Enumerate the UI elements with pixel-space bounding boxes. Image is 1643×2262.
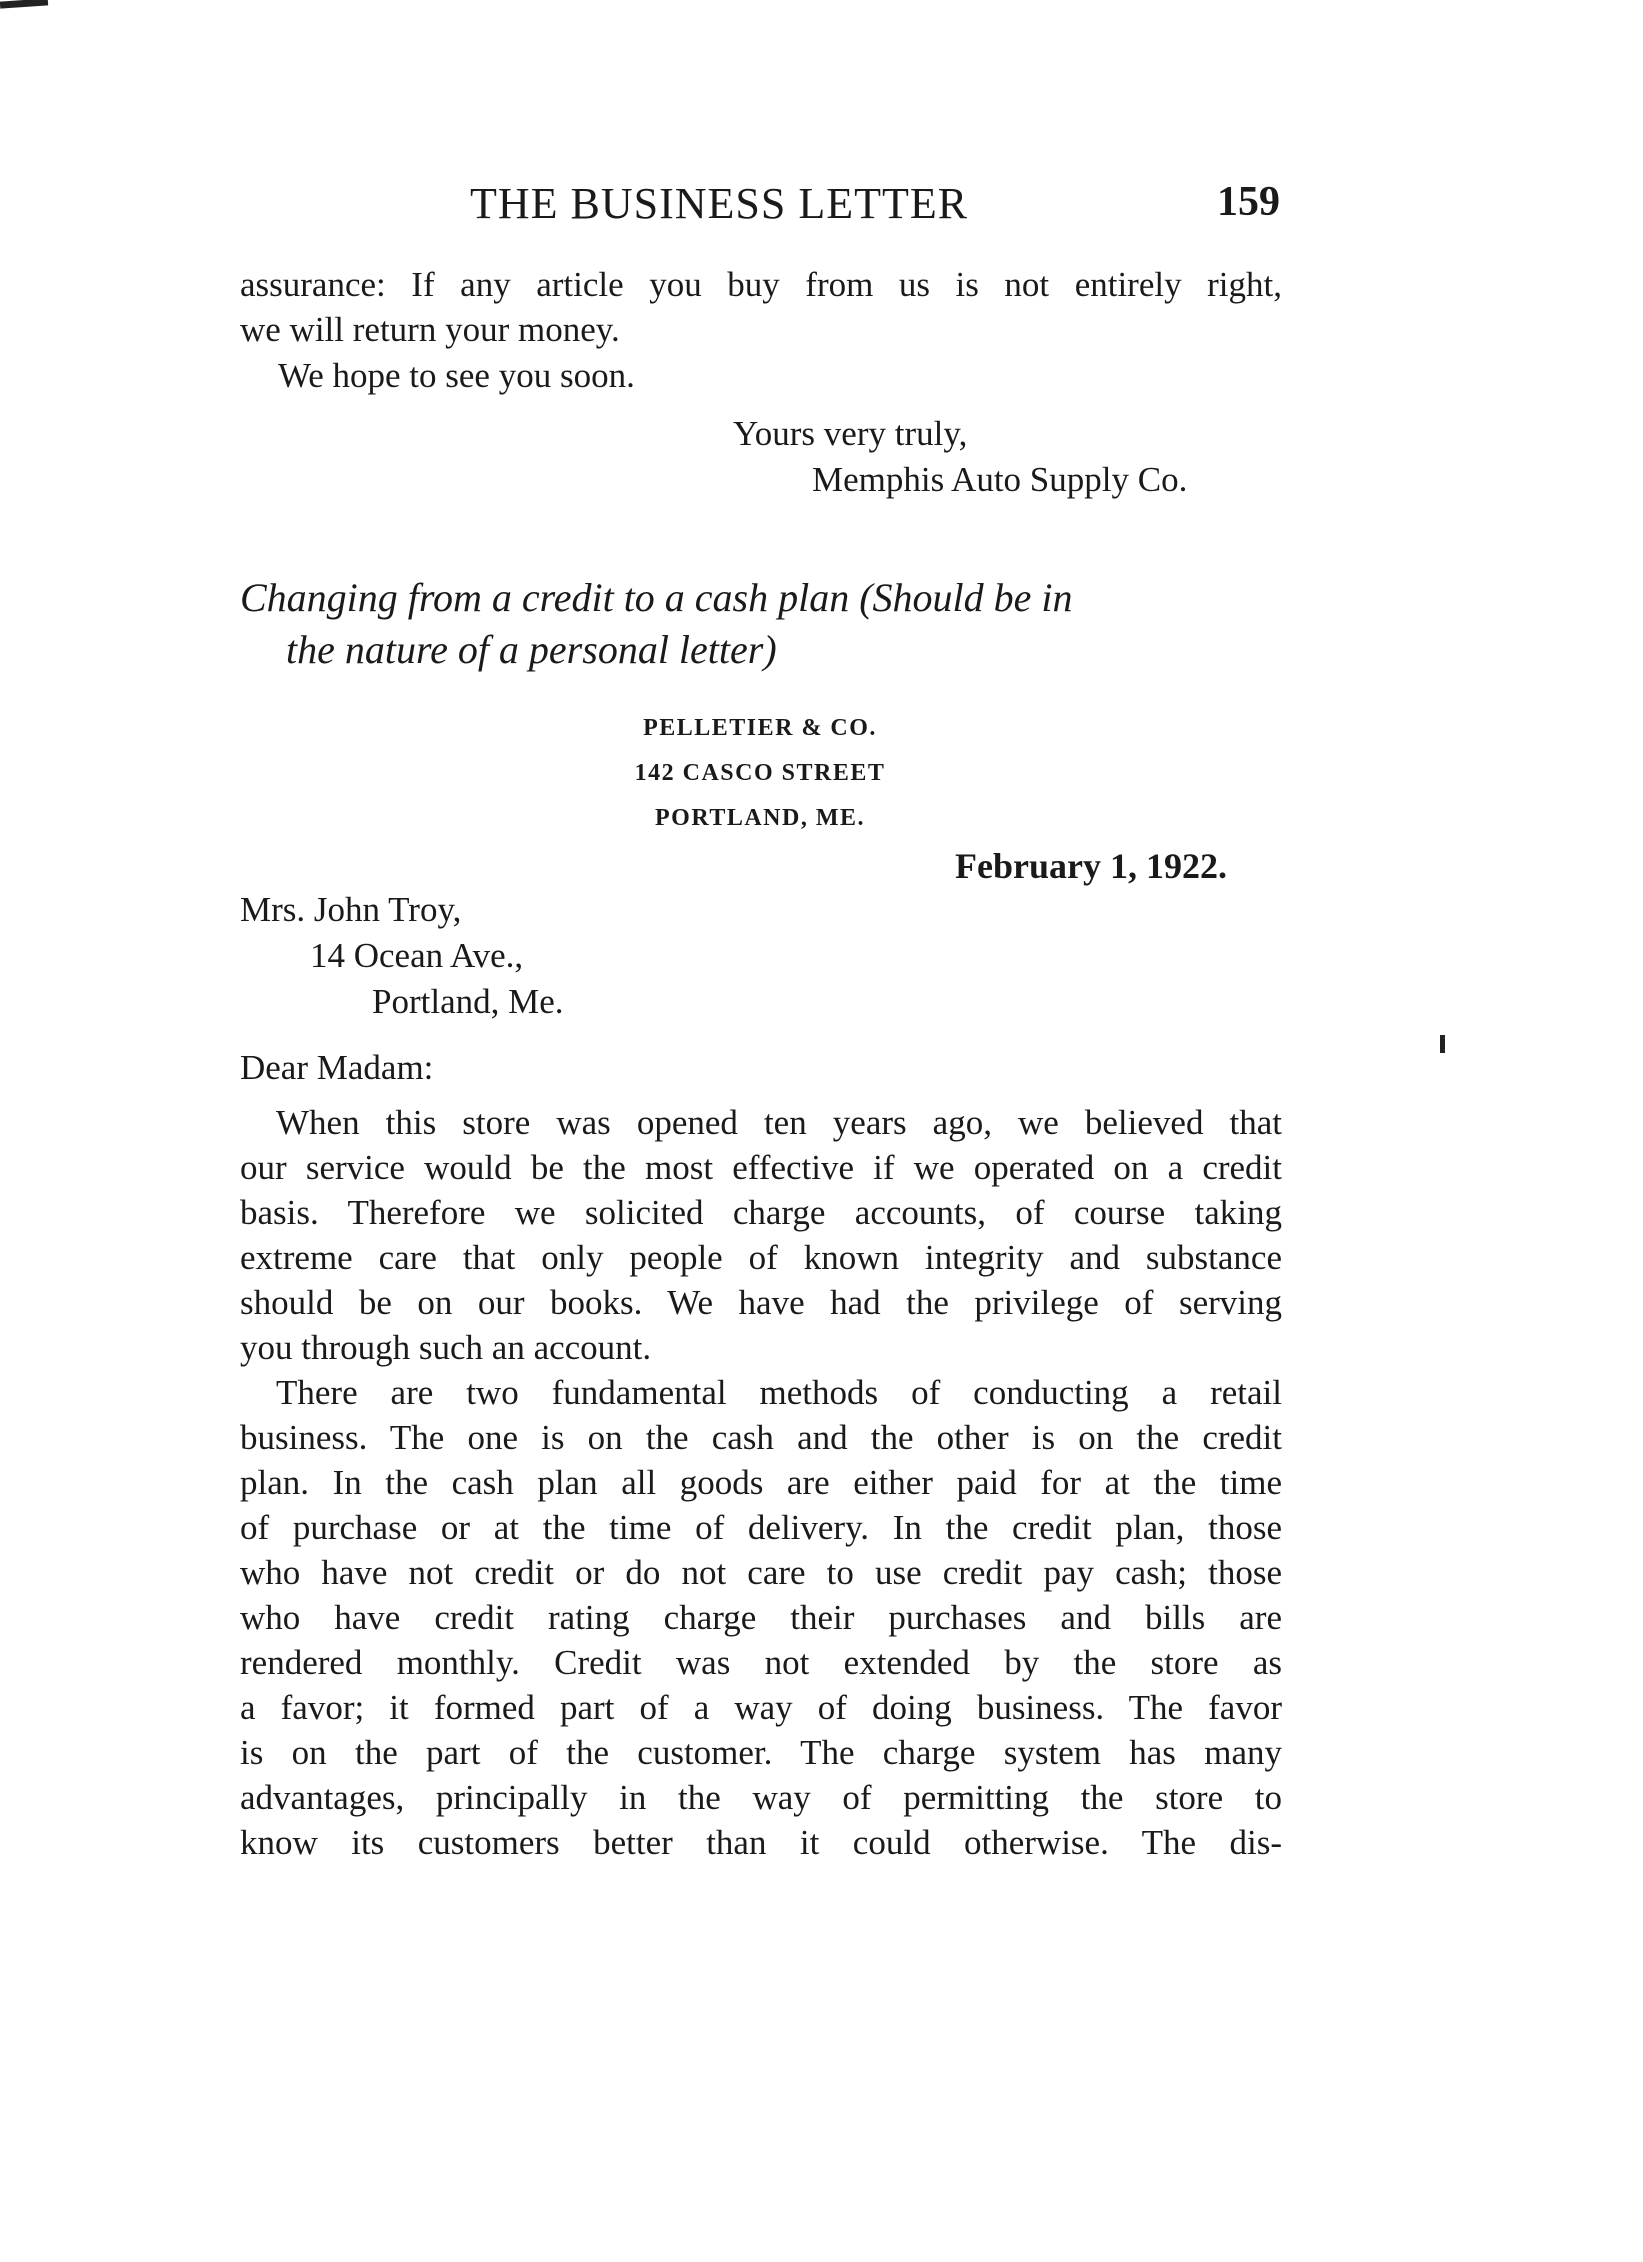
text-line: When this store was opened ten years ago, we believed that [276, 1103, 1282, 1142]
text-line: you through such an account. [240, 1328, 652, 1367]
letterhead-city: PORTLAND, ME. [655, 805, 865, 831]
text-line: our service would be the most effective if we operated on a credit [240, 1148, 1282, 1187]
heading-line: Changing from a credit to a cash plan (Should be in [240, 575, 1073, 620]
text-line: we will return your money. [240, 310, 620, 349]
text-line: is on the part of the customer. The charge system has many [240, 1733, 1282, 1772]
letterhead [600, 706, 920, 841]
recipient-name: Mrs. John Troy, [240, 890, 462, 929]
text-line: of purchase or at the time of delivery. In the credit plan, those [240, 1508, 1282, 1547]
text-line: who have not credit or do not care to use credit pay cash; those [240, 1553, 1282, 1592]
text-line: business. The one is on the cash and the other is on the credit [240, 1418, 1282, 1457]
letter-closing: Yours very truly, [733, 414, 968, 453]
text-line: extreme care that only people of known integrity and substance [240, 1238, 1282, 1277]
letter-paragraph-2 [240, 1370, 1282, 1865]
text-line: rendered monthly. Credit was not extended by the store as [240, 1643, 1282, 1682]
running-title: THE BUSINESS LETTER [470, 179, 969, 228]
text-line: advantages, principally in the way of permitting the store to [240, 1778, 1282, 1817]
letter-date: February 1, 1922. [955, 846, 1227, 886]
scan-mark-top-left [0, 0, 48, 9]
text-line: basis. Therefore we solicited charge accounts, of course taking [240, 1193, 1282, 1232]
letterhead-company: PELLETIER & CO. [643, 715, 877, 741]
salutation: Dear Madam: [240, 1048, 434, 1087]
text-line: We hope to see you soon. [278, 356, 635, 395]
page-number: 159 [1217, 179, 1280, 225]
heading-line: the nature of a personal letter) [286, 627, 777, 672]
recipient-city: Portland, Me. [372, 982, 564, 1021]
previous-letter-text [240, 262, 1282, 352]
text-line: plan. In the cash plan all goods are either paid for at the time [240, 1463, 1282, 1502]
text-line: should be on our books. We have had the privilege of serving [240, 1283, 1282, 1322]
letter-signature: Memphis Auto Supply Co. [812, 460, 1188, 499]
text-line: know its customers better than it could otherwise. The dis- [240, 1823, 1282, 1862]
letter-paragraph-1 [240, 1100, 1282, 1370]
letterhead-street: 142 CASCO STREET [634, 760, 886, 786]
text-line: assurance: If any article you buy from us is not entirely right, [240, 265, 1282, 304]
recipient-street: 14 Ocean Ave., [310, 936, 524, 975]
running-header [240, 178, 1288, 238]
text-line: who have credit rating charge their purchases and bills are [240, 1598, 1282, 1637]
text-line: There are two fundamental methods of conducting a retail [276, 1373, 1282, 1412]
text-line: a favor; it formed part of a way of doing business. The favor [240, 1688, 1282, 1727]
scan-mark-right-margin [1440, 1035, 1445, 1053]
section-heading [240, 572, 1290, 676]
